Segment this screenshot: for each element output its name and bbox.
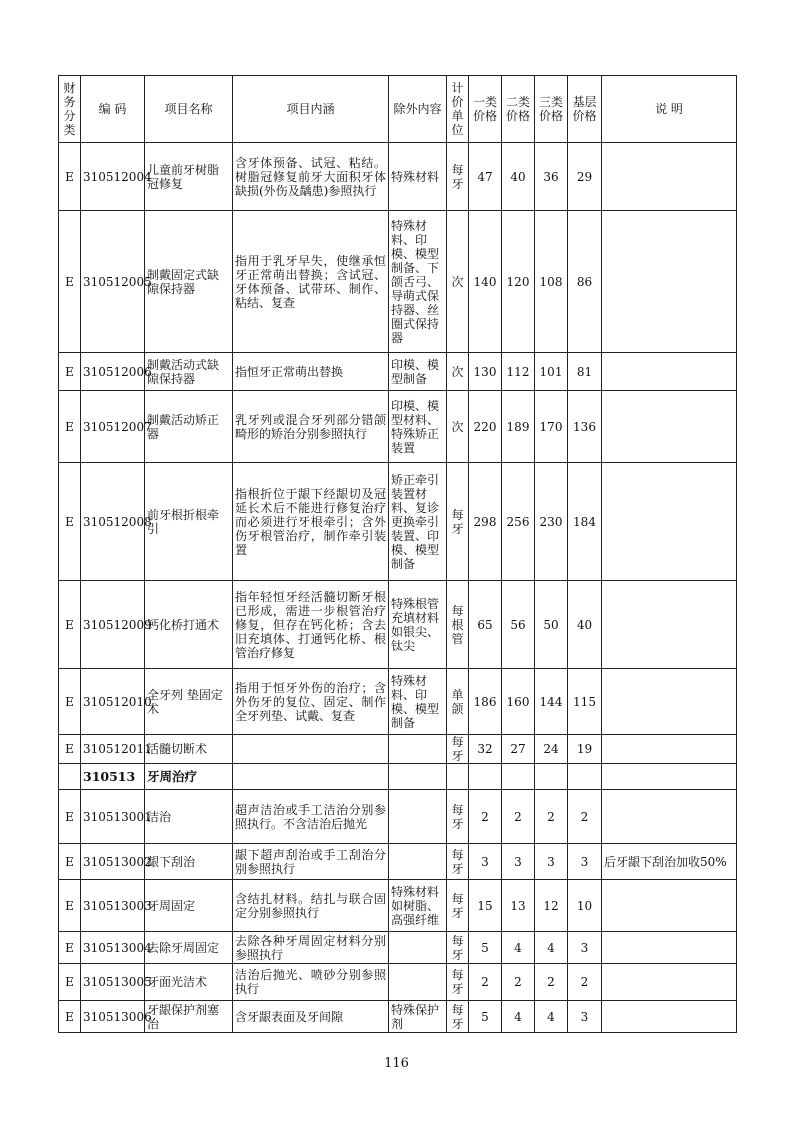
- category-cell: E: [59, 463, 81, 581]
- exclusion-cell: [389, 790, 447, 844]
- content-cell: 龈下超声刮治或手工刮治分别参照执行: [233, 844, 389, 880]
- price3-cell: 36: [535, 143, 568, 211]
- code-cell: 310512007: [81, 391, 145, 463]
- price3-cell: 101: [535, 353, 568, 391]
- price4-cell: 86: [568, 211, 602, 353]
- price3-cell: 144: [535, 669, 568, 735]
- price4-cell: 184: [568, 463, 602, 581]
- category-cell: E: [59, 964, 81, 1001]
- code-cell: 310513004: [81, 932, 145, 964]
- table-row: [59, 1001, 737, 1033]
- exclusion-cell: 印模、模型材料、特殊矫正装置: [389, 391, 447, 463]
- name-cell: 钙化桥打通术: [145, 581, 233, 669]
- note-cell: [602, 790, 737, 844]
- empty-cell: [502, 764, 535, 790]
- code-cell: 310512010: [81, 669, 145, 735]
- code-cell: 310513005: [81, 964, 145, 1001]
- name-cell: 活髓切断术: [145, 735, 233, 764]
- name-cell: 制戴固定式缺隙保持器: [145, 211, 233, 353]
- code-cell: 310513006: [81, 1001, 145, 1033]
- code-cell: 310513001: [81, 790, 145, 844]
- table-row: [59, 735, 737, 764]
- note-cell: [602, 353, 737, 391]
- price3-cell: 2: [535, 964, 568, 1001]
- exclusion-cell: 特殊材料、印模、模型制备、下颌舌弓、导萌式保持器、丝圈式保持器: [389, 211, 447, 353]
- price2-cell: 112: [502, 353, 535, 391]
- header-category: 财务分类: [59, 76, 81, 143]
- category-cell: E: [59, 143, 81, 211]
- price2-cell: 2: [502, 790, 535, 844]
- price1-cell: 2: [469, 964, 502, 1001]
- exclusion-cell: 特殊根管充填材料如银尖、钛尖: [389, 581, 447, 669]
- price4-cell: 2: [568, 964, 602, 1001]
- header-price1: 一类价格: [469, 76, 502, 143]
- price1-cell: 3: [469, 844, 502, 880]
- price1-cell: 130: [469, 353, 502, 391]
- table-row: [59, 463, 737, 581]
- price2-cell: 13: [502, 880, 535, 932]
- header-note: 说 明: [602, 76, 737, 143]
- header-content: 项目内涵: [233, 76, 389, 143]
- exclusion-cell: 矫正牵引装置材料、复诊更换牵引装置、印模、模型制备: [389, 463, 447, 581]
- exclusion-cell: 特殊保护剂: [389, 1001, 447, 1033]
- table-row: [59, 964, 737, 1001]
- section-row: [59, 764, 737, 790]
- code-cell: 310512008: [81, 463, 145, 581]
- name-cell: 洁治: [145, 790, 233, 844]
- price2-cell: 2: [502, 964, 535, 1001]
- price2-cell: 160: [502, 669, 535, 735]
- note-cell: [602, 143, 737, 211]
- price3-cell: 108: [535, 211, 568, 353]
- price4-cell: 29: [568, 143, 602, 211]
- name-cell: 制戴活动式缺隙保持器: [145, 353, 233, 391]
- price3-cell: 3: [535, 844, 568, 880]
- price3-cell: 230: [535, 463, 568, 581]
- price3-cell: 170: [535, 391, 568, 463]
- price3-cell: 4: [535, 932, 568, 964]
- note-cell: [602, 880, 737, 932]
- content-cell: 指年轻恒牙经活髓切断牙根已形成，需进一步根管治疗修复，但存在钙化桥；含去旧充填体、打通钙化桥、根管治疗修复: [233, 581, 389, 669]
- unit-cell: 每根管: [447, 581, 469, 669]
- code-cell: 310512006: [81, 353, 145, 391]
- table-row: [59, 669, 737, 735]
- code-cell: 310512011: [81, 735, 145, 764]
- code-cell: 310513002: [81, 844, 145, 880]
- price2-cell: 3: [502, 844, 535, 880]
- unit-cell: 每牙: [447, 964, 469, 1001]
- header-unit: 计价单位: [447, 76, 469, 143]
- price4-cell: 10: [568, 880, 602, 932]
- category-cell: E: [59, 211, 81, 353]
- exclusion-cell: 特殊材料如树脂、高强纤维: [389, 880, 447, 932]
- empty-cell: [233, 764, 389, 790]
- price2-cell: 40: [502, 143, 535, 211]
- category-cell: E: [59, 391, 81, 463]
- unit-cell: 次: [447, 211, 469, 353]
- price1-cell: 298: [469, 463, 502, 581]
- table-row: [59, 581, 737, 669]
- name-cell: 去除牙周固定: [145, 932, 233, 964]
- price1-cell: 140: [469, 211, 502, 353]
- price1-cell: 186: [469, 669, 502, 735]
- price1-cell: 5: [469, 932, 502, 964]
- price2-cell: 256: [502, 463, 535, 581]
- category-cell: E: [59, 790, 81, 844]
- name-cell: 龈下刮治: [145, 844, 233, 880]
- unit-cell: 次: [447, 391, 469, 463]
- exclusion-cell: 特殊材料: [389, 143, 447, 211]
- name-cell: 制戴活动矫正器: [145, 391, 233, 463]
- note-cell: [602, 211, 737, 353]
- price2-cell: 4: [502, 1001, 535, 1033]
- content-cell: 乳牙列或混合牙列部分错颌畸形的矫治分别参照执行: [233, 391, 389, 463]
- price2-cell: 56: [502, 581, 535, 669]
- content-cell: 指根折位于龈下经龈切及冠延长术后不能进行修复治疗而必须进行牙根牵引；含外伤牙根管治疗，制作牵引装置: [233, 463, 389, 581]
- code-cell: 310512004: [81, 143, 145, 211]
- price1-cell: 15: [469, 880, 502, 932]
- price4-cell: 3: [568, 932, 602, 964]
- content-cell: [233, 735, 389, 764]
- table-row: [59, 844, 737, 880]
- category-cell: E: [59, 735, 81, 764]
- price3-cell: 50: [535, 581, 568, 669]
- note-cell: [602, 391, 737, 463]
- unit-cell: 每牙: [447, 735, 469, 764]
- price1-cell: 2: [469, 790, 502, 844]
- price2-cell: 27: [502, 735, 535, 764]
- price4-cell: 2: [568, 790, 602, 844]
- table-row: [59, 211, 737, 353]
- content-cell: 超声洁治或手工洁治分别参照执行。不含洁治后抛光: [233, 790, 389, 844]
- unit-cell: 每牙: [447, 880, 469, 932]
- note-cell: [602, 735, 737, 764]
- table-row: [59, 143, 737, 211]
- unit-cell: 次: [447, 353, 469, 391]
- category-cell: E: [59, 581, 81, 669]
- exclusion-cell: 印模、模型制备: [389, 353, 447, 391]
- table-row: [59, 880, 737, 932]
- category-cell: E: [59, 880, 81, 932]
- exclusion-cell: [389, 735, 447, 764]
- content-cell: 指恒牙正常萌出替换: [233, 353, 389, 391]
- note-cell: [602, 581, 737, 669]
- note-cell: [602, 463, 737, 581]
- category-cell: E: [59, 669, 81, 735]
- name-cell: 前牙根折根牵引: [145, 463, 233, 581]
- unit-cell: 每牙: [447, 143, 469, 211]
- price4-cell: 3: [568, 1001, 602, 1033]
- price3-cell: 4: [535, 1001, 568, 1033]
- content-cell: 含牙体预备、试冠、粘结。树脂冠修复前牙大面积牙体缺损(外伤及龋患)参照执行: [233, 143, 389, 211]
- note-cell: [602, 1001, 737, 1033]
- price4-cell: 136: [568, 391, 602, 463]
- section-name: 牙周治疗: [145, 764, 233, 790]
- price3-cell: 24: [535, 735, 568, 764]
- price2-cell: 120: [502, 211, 535, 353]
- unit-cell: 每牙: [447, 790, 469, 844]
- exclusion-cell: [389, 964, 447, 1001]
- note-cell: [602, 964, 737, 1001]
- price4-cell: 81: [568, 353, 602, 391]
- empty-cell: [568, 764, 602, 790]
- header-price4: 基层价格: [568, 76, 602, 143]
- price1-cell: 5: [469, 1001, 502, 1033]
- header-name: 项目名称: [145, 76, 233, 143]
- empty-cell: [389, 764, 447, 790]
- name-cell: 儿童前牙树脂冠修复: [145, 143, 233, 211]
- name-cell: 牙周固定: [145, 880, 233, 932]
- header-price2: 二类价格: [502, 76, 535, 143]
- name-cell: 牙龈保护剂塞治: [145, 1001, 233, 1033]
- header-code: 编 码: [81, 76, 145, 143]
- unit-cell: 每牙: [447, 463, 469, 581]
- section-code: 310513: [81, 764, 145, 790]
- page-number: 116: [384, 1056, 409, 1071]
- price4-cell: 3: [568, 844, 602, 880]
- unit-cell: 每牙: [447, 844, 469, 880]
- price1-cell: 47: [469, 143, 502, 211]
- header-price3: 三类价格: [535, 76, 568, 143]
- category-cell: E: [59, 353, 81, 391]
- note-cell: 后牙龈下刮治加收50%: [602, 844, 737, 880]
- exclusion-cell: [389, 932, 447, 964]
- unit-cell: 每牙: [447, 932, 469, 964]
- exclusion-cell: 特殊材料、印模、模型制备: [389, 669, 447, 735]
- price3-cell: 12: [535, 880, 568, 932]
- empty-cell: [469, 764, 502, 790]
- content-cell: 去除各种牙周固定材料分别参照执行: [233, 932, 389, 964]
- unit-cell: 每牙: [447, 1001, 469, 1033]
- content-cell: 含牙龈表面及牙间隙: [233, 1001, 389, 1033]
- header-exclusion: 除外内容: [389, 76, 447, 143]
- note-cell: [602, 932, 737, 964]
- price1-cell: 65: [469, 581, 502, 669]
- table-row: [59, 790, 737, 844]
- exclusion-cell: [389, 844, 447, 880]
- code-cell: 310512005: [81, 211, 145, 353]
- name-cell: 牙面光洁术: [145, 964, 233, 1001]
- name-cell: 全牙列 垫固定术: [145, 669, 233, 735]
- unit-cell: 单颌: [447, 669, 469, 735]
- content-cell: 指用于恒牙外伤的治疗；含外伤牙的复位、固定、制作全牙列垫、试戴、复查: [233, 669, 389, 735]
- table-row: [59, 932, 737, 964]
- price2-cell: 4: [502, 932, 535, 964]
- price4-cell: 115: [568, 669, 602, 735]
- category-cell: E: [59, 1001, 81, 1033]
- content-cell: 指用于乳牙早失，使继承恒牙正常萌出替换；含试冠、牙体预备、试带环、制作、粘结、复查: [233, 211, 389, 353]
- empty-cell: [447, 764, 469, 790]
- empty-cell: [602, 764, 737, 790]
- table-row: [59, 353, 737, 391]
- price4-cell: 40: [568, 581, 602, 669]
- price1-cell: 32: [469, 735, 502, 764]
- price3-cell: 2: [535, 790, 568, 844]
- price2-cell: 189: [502, 391, 535, 463]
- price4-cell: 19: [568, 735, 602, 764]
- code-cell: 310513003: [81, 880, 145, 932]
- fee-table: [58, 75, 737, 1033]
- category-cell: E: [59, 932, 81, 964]
- category-cell: E: [59, 844, 81, 880]
- category-cell: [59, 764, 81, 790]
- code-cell: 310512009: [81, 581, 145, 669]
- content-cell: 含结扎材料。结扎与联合固定分别参照执行: [233, 880, 389, 932]
- content-cell: 洁治后抛光、喷砂分别参照执行: [233, 964, 389, 1001]
- note-cell: [602, 669, 737, 735]
- table-row: [59, 391, 737, 463]
- empty-cell: [535, 764, 568, 790]
- price1-cell: 220: [469, 391, 502, 463]
- header-row: [59, 76, 737, 143]
